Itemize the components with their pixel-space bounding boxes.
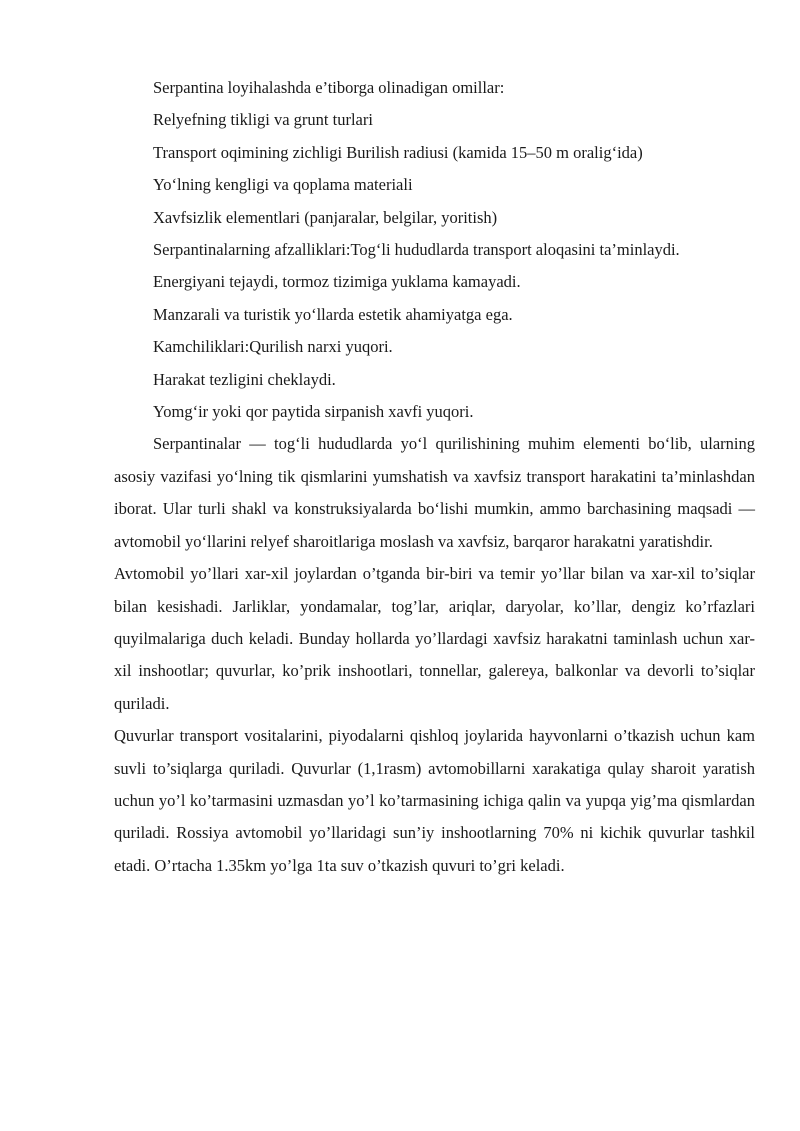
- paragraph-serpentine-summary: Serpantinalar — tog‘li hududlarda yo‘l qurilishining muhim elementi bo‘lib, ularning asosiy vazifasi yo‘lning tik qismlarini yumshatish va xavfsiz transport harakatini ta’minlashdan iborat. Ular turli shakl va konstruksiyalarda bo‘lishi mumkin, ammo barchasining maqsadi — avtomobil yo‘llarini relyef sharoitlariga moslash va xavfsiz, barqaror harakatni yaratishdir.: [114, 434, 755, 551]
- document-page: [114, 72, 755, 882]
- paragraph-road-width: Yo‘lning kengligi va qoplama materiali: [153, 175, 413, 195]
- paragraph-slip-risk: Yomg‘ir yoki qor paytida sirpanish xavfi yuqori.: [153, 402, 474, 422]
- paragraph-energy: Energiyani tejaydi, tormoz tizimiga yuklama kamayadi.: [153, 272, 521, 292]
- paragraph-culverts: Quvurlar transport vositalarini, piyodalarni qishloq joylarida hayvonlarni o’tkazish uchun kam suvli to’siqlarga quriladi. Quvurlar (1,1rasm) avtomobillarni xarakatiga qulay sharoit yaratish uchun yo’l ko’tarmasini uzmasdan yo’l ko’tarmasining ichiga qalin va yupqa yig’ma qismlardan quriladi. Rossiya avtomobil yo’llaridagi sun’iy inshootlarning 70% ni kichik quvurlar tashkil etadi. O’rtacha 1.35km yo’lga 1ta suv o’tkazish quvuri to’gri keladi.: [114, 726, 755, 875]
- paragraph-traffic-density: Transport oqimining zichligi Burilish radiusi (kamida 15–50 m oralig‘ida): [153, 142, 643, 162]
- paragraph-scenic: Manzarali va turistik yo‘llarda estetik ahamiyatga ega.: [153, 304, 513, 324]
- paragraph-safety-elements: Xavfsizlik elementlari (panjaralar, belgilar, yoritish): [153, 207, 498, 227]
- paragraph-disadvantages: Kamchiliklari:Qurilish narxi yuqori.: [153, 337, 393, 357]
- paragraph-speed-limit: Harakat tezligini cheklaydi.: [153, 369, 336, 389]
- paragraph-factors-heading: Serpantina loyihalashda e’tiborga olinadigan omillar:: [153, 78, 505, 97]
- paragraph-relief: Relyefning tikligi va grunt turlari: [153, 110, 373, 130]
- paragraph-road-crossings: Avtomobil yo’llari xar-xil joylardan o’tganda bir-biri va temir yo’llar bilan va xar-xil to’siqlar bilan kesishadi. Jarliklar, yondamalar, tog’lar, ariqlar, daryolar, ko’llar, dengiz ko’rfazlari quyilmalariga duch keladi. Bunday hollarda yo’llardagi xavfsiz harakatni taminlash uchun xar-xil inshootlar; quvurlar, ko’prik inshootlari, tonnellar, galereya, balkonlar va devorli to’siqlar quriladi.: [114, 564, 755, 713]
- paragraph-advantages: Serpantinalarning afzalliklari:Tog‘li hududlarda transport aloqasini ta’minlaydi.: [153, 240, 680, 260]
